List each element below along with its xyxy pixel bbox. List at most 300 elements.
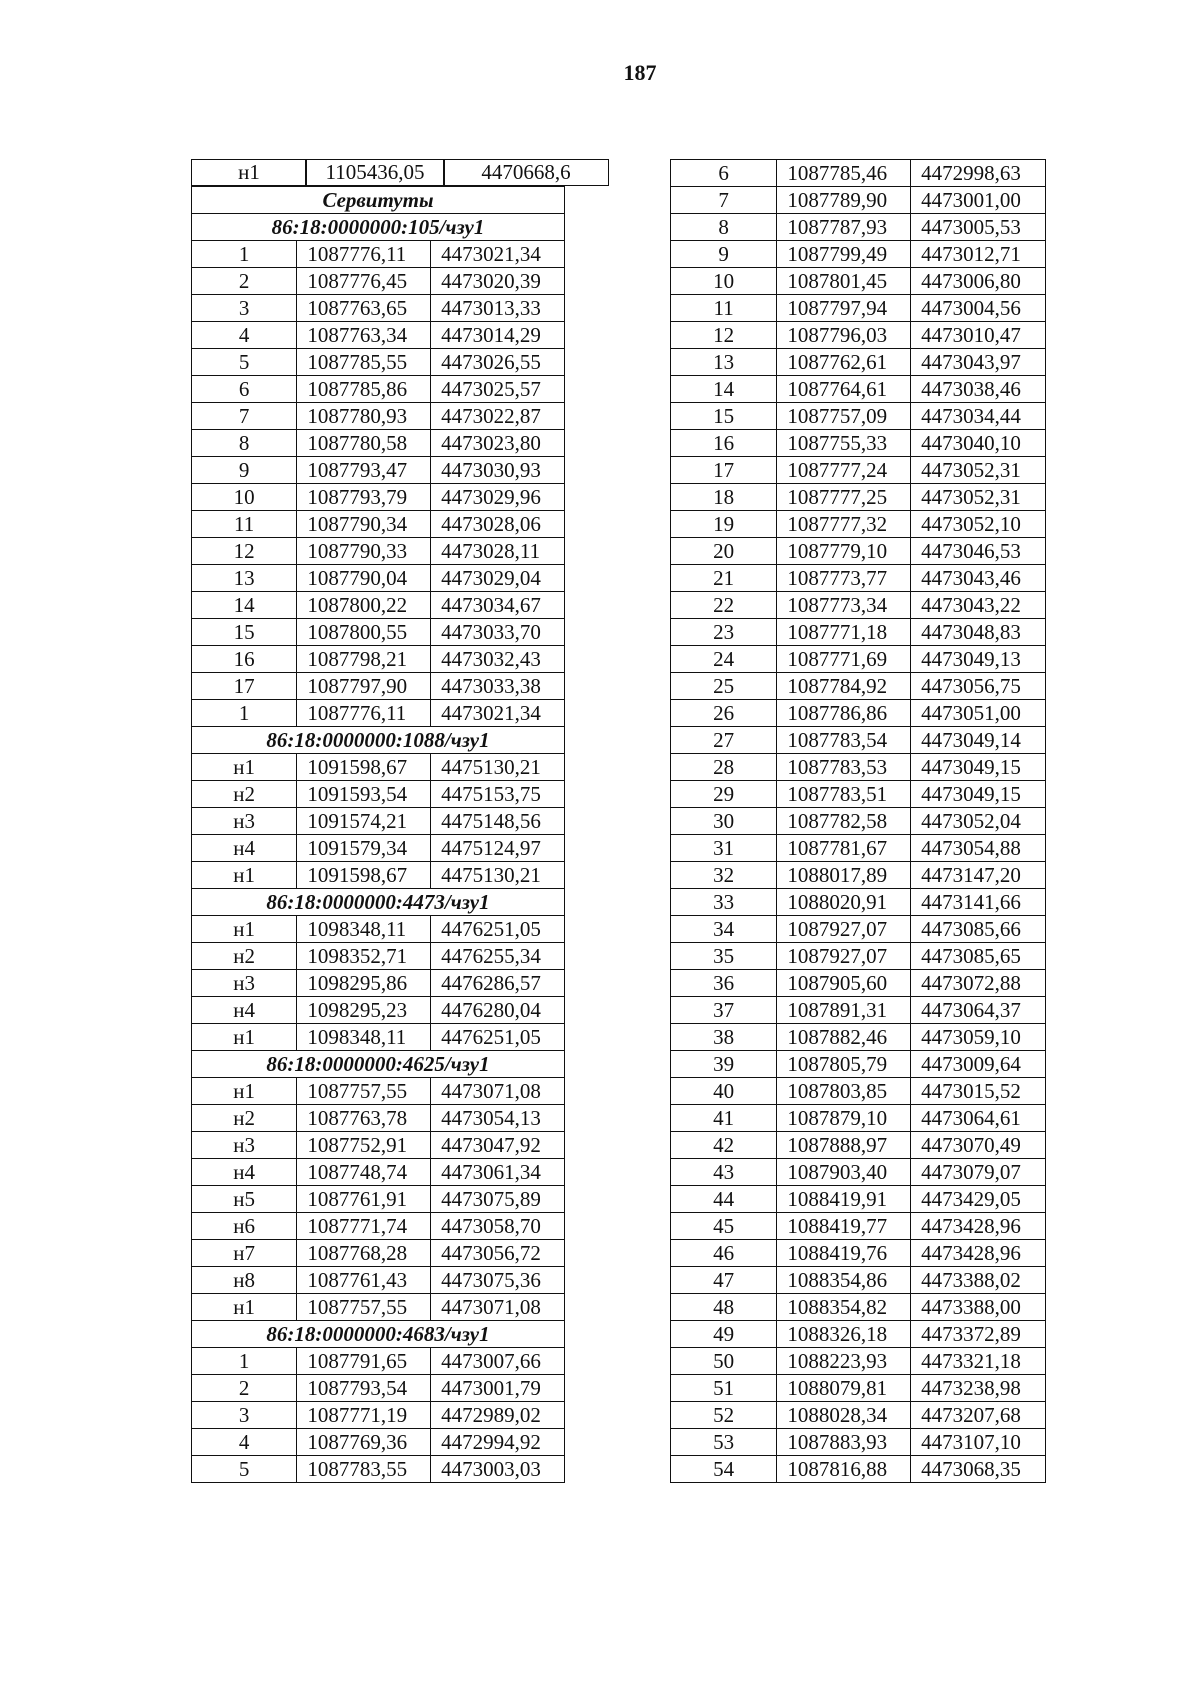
table-row [671, 457, 1046, 484]
point-number-cell: 10 [671, 268, 777, 295]
y-coordinate-cell: 4473006,80 [911, 268, 1046, 295]
table-row [192, 754, 565, 781]
group-title-row [192, 1321, 565, 1348]
group-title-row [192, 1051, 565, 1078]
point-number-cell: 29 [671, 781, 777, 808]
y-coordinate-cell: 4473071,08 [431, 1294, 565, 1321]
table-row [671, 1429, 1046, 1456]
y-coordinate-cell: 4473052,04 [911, 808, 1046, 835]
point-number-cell: 8 [192, 430, 297, 457]
x-coordinate-cell: 1105436,05 [305, 159, 445, 186]
table-row [671, 430, 1046, 457]
y-coordinate-cell: 4473028,11 [431, 538, 565, 565]
x-coordinate-cell: 1087905,60 [777, 970, 911, 997]
table-row [671, 1078, 1046, 1105]
table-row [192, 1078, 565, 1105]
x-coordinate-cell: 1087776,11 [297, 241, 431, 268]
point-number-cell: 24 [671, 646, 777, 673]
table-row [671, 511, 1046, 538]
table-row [192, 1456, 565, 1483]
table-row [192, 970, 565, 997]
y-coordinate-cell: 4473005,53 [911, 214, 1046, 241]
point-number-cell: 52 [671, 1402, 777, 1429]
table-row [671, 187, 1046, 214]
x-coordinate-cell: 1087783,51 [777, 781, 911, 808]
y-coordinate-cell: 4473001,00 [911, 187, 1046, 214]
x-coordinate-cell: 1087769,36 [297, 1429, 431, 1456]
y-coordinate-cell: 4473021,34 [431, 241, 565, 268]
x-coordinate-cell: 1087798,21 [297, 646, 431, 673]
point-number-cell: н2 [192, 781, 297, 808]
x-coordinate-cell: 1087888,97 [777, 1132, 911, 1159]
x-coordinate-cell: 1087777,25 [777, 484, 911, 511]
y-coordinate-cell: 4473033,38 [431, 673, 565, 700]
point-number-cell: 35 [671, 943, 777, 970]
x-coordinate-cell: 1087771,18 [777, 619, 911, 646]
x-coordinate-cell: 1087771,19 [297, 1402, 431, 1429]
table-row [192, 700, 565, 727]
x-coordinate-cell: 1087790,33 [297, 538, 431, 565]
y-coordinate-cell: 4473107,10 [911, 1429, 1046, 1456]
table-row [671, 646, 1046, 673]
x-coordinate-cell: 1087780,93 [297, 403, 431, 430]
y-coordinate-cell: 4473061,34 [431, 1159, 565, 1186]
y-coordinate-cell: 4472998,63 [911, 160, 1046, 187]
y-coordinate-cell: 4473070,49 [911, 1132, 1046, 1159]
x-coordinate-cell: 1091598,67 [297, 862, 431, 889]
x-coordinate-cell: 1087927,07 [777, 916, 911, 943]
point-number-cell: н1 [192, 862, 297, 889]
x-coordinate-cell: 1087777,32 [777, 511, 911, 538]
y-coordinate-cell: 4473429,05 [911, 1186, 1046, 1213]
y-coordinate-cell: 4473428,96 [911, 1213, 1046, 1240]
x-coordinate-cell: 1087793,47 [297, 457, 431, 484]
point-number-cell: 20 [671, 538, 777, 565]
x-coordinate-cell: 1087761,43 [297, 1267, 431, 1294]
table-row [192, 1186, 565, 1213]
table-row [192, 808, 565, 835]
y-coordinate-cell: 4473009,64 [911, 1051, 1046, 1078]
y-coordinate-cell: 4473052,31 [911, 484, 1046, 511]
table-row [671, 808, 1046, 835]
point-number-cell: 14 [192, 592, 297, 619]
x-coordinate-cell: 1098295,23 [297, 997, 431, 1024]
table-row [671, 1159, 1046, 1186]
point-number-cell: 30 [671, 808, 777, 835]
y-coordinate-cell: 4473428,96 [911, 1240, 1046, 1267]
point-number-cell: н4 [192, 835, 297, 862]
table-row [671, 781, 1046, 808]
point-number-cell: 45 [671, 1213, 777, 1240]
y-coordinate-cell: 4473034,67 [431, 592, 565, 619]
table-row [192, 592, 565, 619]
table-row [192, 1402, 565, 1429]
point-number-cell: 1 [192, 1348, 297, 1375]
x-coordinate-cell: 1087800,55 [297, 619, 431, 646]
page-number: 187 [623, 60, 657, 85]
point-number-cell: н4 [192, 997, 297, 1024]
table-row [192, 619, 565, 646]
y-coordinate-cell: 4473043,46 [911, 565, 1046, 592]
table-row [192, 268, 565, 295]
table-row [671, 889, 1046, 916]
y-coordinate-cell: 4473085,66 [911, 916, 1046, 943]
x-coordinate-cell: 1088079,81 [777, 1375, 911, 1402]
table-row [192, 1429, 565, 1456]
table-row [192, 538, 565, 565]
table-row [192, 565, 565, 592]
point-number-cell: н3 [192, 1132, 297, 1159]
y-coordinate-cell: 4473034,44 [911, 403, 1046, 430]
point-number-cell: 34 [671, 916, 777, 943]
table-row [671, 1213, 1046, 1240]
point-number-cell: 16 [192, 646, 297, 673]
x-coordinate-cell: 1087761,91 [297, 1186, 431, 1213]
point-number-cell: 9 [671, 241, 777, 268]
x-coordinate-cell: 1087786,86 [777, 700, 911, 727]
y-coordinate-cell: 4475124,97 [431, 835, 565, 862]
point-number-cell: 44 [671, 1186, 777, 1213]
point-number-cell: н7 [192, 1240, 297, 1267]
y-coordinate-cell: 4473141,66 [911, 889, 1046, 916]
point-number-cell: 7 [192, 403, 297, 430]
x-coordinate-cell: 1087752,91 [297, 1132, 431, 1159]
x-coordinate-cell: 1088223,93 [777, 1348, 911, 1375]
x-coordinate-cell: 1088326,18 [777, 1321, 911, 1348]
y-coordinate-cell: 4473048,83 [911, 619, 1046, 646]
point-number-cell: 19 [671, 511, 777, 538]
x-coordinate-cell: 1087771,74 [297, 1213, 431, 1240]
point-number-cell: 54 [671, 1456, 777, 1483]
y-coordinate-cell: 4473071,08 [431, 1078, 565, 1105]
x-coordinate-cell: 1087927,07 [777, 943, 911, 970]
table-row [671, 592, 1046, 619]
y-coordinate-cell: 4473028,06 [431, 511, 565, 538]
point-number-cell: 3 [192, 1402, 297, 1429]
x-coordinate-cell: 1088017,89 [777, 862, 911, 889]
y-coordinate-cell: 4473049,13 [911, 646, 1046, 673]
point-number-cell: н1 [192, 1078, 297, 1105]
y-coordinate-cell: 4473032,43 [431, 646, 565, 673]
group-title: 86:18:0000000:105/чзу1 [192, 214, 565, 241]
point-number-cell: 18 [671, 484, 777, 511]
table-row [671, 376, 1046, 403]
point-number-cell: 47 [671, 1267, 777, 1294]
point-number-cell: 17 [671, 457, 777, 484]
y-coordinate-cell: 4473056,72 [431, 1240, 565, 1267]
point-number-cell: 2 [192, 1375, 297, 1402]
y-coordinate-cell: 4473056,75 [911, 673, 1046, 700]
y-coordinate-cell: 4473029,96 [431, 484, 565, 511]
y-coordinate-cell: 4473013,33 [431, 295, 565, 322]
point-number-cell: 4 [192, 322, 297, 349]
point-number-cell: 15 [192, 619, 297, 646]
y-coordinate-cell: 4473043,22 [911, 592, 1046, 619]
x-coordinate-cell: 1087796,03 [777, 322, 911, 349]
table-row [671, 673, 1046, 700]
x-coordinate-cell: 1087781,67 [777, 835, 911, 862]
table-row [192, 1213, 565, 1240]
point-number-cell: 2 [192, 268, 297, 295]
point-number-cell: 23 [671, 619, 777, 646]
section-title: Сервитуты [192, 187, 565, 214]
y-coordinate-cell: 4470668,6 [443, 159, 609, 186]
x-coordinate-cell: 1087768,28 [297, 1240, 431, 1267]
point-number-cell: н3 [192, 808, 297, 835]
table-row [671, 754, 1046, 781]
x-coordinate-cell: 1087780,58 [297, 430, 431, 457]
left-coordinates-table [191, 186, 565, 1483]
group-title: 86:18:0000000:4683/чзу1 [192, 1321, 565, 1348]
point-number-cell: н5 [192, 1186, 297, 1213]
y-coordinate-cell: 4476280,04 [431, 997, 565, 1024]
x-coordinate-cell: 1087903,40 [777, 1159, 911, 1186]
point-number-cell: 22 [671, 592, 777, 619]
y-coordinate-cell: 4473020,39 [431, 268, 565, 295]
x-coordinate-cell: 1087882,46 [777, 1024, 911, 1051]
point-number-cell: 48 [671, 1294, 777, 1321]
point-number-cell: 15 [671, 403, 777, 430]
y-coordinate-cell: 4476251,05 [431, 916, 565, 943]
table-row [671, 538, 1046, 565]
point-number-cell: 46 [671, 1240, 777, 1267]
x-coordinate-cell: 1091579,34 [297, 835, 431, 862]
y-coordinate-cell: 4473075,89 [431, 1186, 565, 1213]
y-coordinate-cell: 4473001,79 [431, 1375, 565, 1402]
y-coordinate-cell: 4473014,29 [431, 322, 565, 349]
x-coordinate-cell: 1087800,22 [297, 592, 431, 619]
table-row [671, 241, 1046, 268]
point-number-cell: 5 [192, 349, 297, 376]
point-number-cell: н2 [192, 943, 297, 970]
point-number-cell: 26 [671, 700, 777, 727]
y-coordinate-cell: 4472989,02 [431, 1402, 565, 1429]
table-row [192, 943, 565, 970]
table-row [671, 619, 1046, 646]
table-row [192, 241, 565, 268]
y-coordinate-cell: 4473033,70 [431, 619, 565, 646]
section-title-row [192, 187, 565, 214]
point-number-cell: н4 [192, 1159, 297, 1186]
table-row [671, 1105, 1046, 1132]
table-row [192, 781, 565, 808]
table-row [192, 1240, 565, 1267]
y-coordinate-cell: 4473040,10 [911, 430, 1046, 457]
table-row [671, 160, 1046, 187]
left-first-row [191, 159, 609, 186]
y-coordinate-cell: 4473207,68 [911, 1402, 1046, 1429]
x-coordinate-cell: 1087783,53 [777, 754, 911, 781]
x-coordinate-cell: 1087785,46 [777, 160, 911, 187]
y-coordinate-cell: 4473026,55 [431, 349, 565, 376]
x-coordinate-cell: 1087803,85 [777, 1078, 911, 1105]
table-row [192, 349, 565, 376]
point-number-cell: н1 [192, 754, 297, 781]
group-title-row [192, 214, 565, 241]
x-coordinate-cell: 1087777,24 [777, 457, 911, 484]
x-coordinate-cell: 1087789,90 [777, 187, 911, 214]
point-number-cell: 17 [192, 673, 297, 700]
table-row [192, 511, 565, 538]
table-row [671, 727, 1046, 754]
table-row [671, 1402, 1046, 1429]
y-coordinate-cell: 4473007,66 [431, 1348, 565, 1375]
point-number-cell: 3 [192, 295, 297, 322]
y-coordinate-cell: 4473023,80 [431, 430, 565, 457]
point-number-cell: 28 [671, 754, 777, 781]
point-number-cell: 37 [671, 997, 777, 1024]
group-title: 86:18:0000000:4473/чзу1 [192, 889, 565, 916]
y-coordinate-cell: 4475130,21 [431, 754, 565, 781]
y-coordinate-cell: 4476255,34 [431, 943, 565, 970]
point-number-cell: 11 [192, 511, 297, 538]
x-coordinate-cell: 1088028,34 [777, 1402, 911, 1429]
point-number-cell: 33 [671, 889, 777, 916]
point-number-cell: 12 [671, 322, 777, 349]
x-coordinate-cell: 1087763,34 [297, 322, 431, 349]
table-row [671, 997, 1046, 1024]
x-coordinate-cell: 1087805,79 [777, 1051, 911, 1078]
x-coordinate-cell: 1088354,86 [777, 1267, 911, 1294]
right-coordinates-table [670, 159, 1046, 1483]
table-row [671, 1294, 1046, 1321]
table-row [192, 1132, 565, 1159]
y-coordinate-cell: 4473049,14 [911, 727, 1046, 754]
y-coordinate-cell: 4473068,35 [911, 1456, 1046, 1483]
point-number-cell: 9 [192, 457, 297, 484]
x-coordinate-cell: 1088354,82 [777, 1294, 911, 1321]
group-title-row [192, 889, 565, 916]
x-coordinate-cell: 1087791,65 [297, 1348, 431, 1375]
x-coordinate-cell: 1087757,09 [777, 403, 911, 430]
y-coordinate-cell: 4473049,15 [911, 754, 1046, 781]
x-coordinate-cell: 1087797,90 [297, 673, 431, 700]
x-coordinate-cell: 1087787,93 [777, 214, 911, 241]
point-number-cell: 13 [671, 349, 777, 376]
x-coordinate-cell: 1087783,55 [297, 1456, 431, 1483]
y-coordinate-cell: 4473085,65 [911, 943, 1046, 970]
y-coordinate-cell: 4476286,57 [431, 970, 565, 997]
point-number-cell: 7 [671, 187, 777, 214]
x-coordinate-cell: 1091598,67 [297, 754, 431, 781]
x-coordinate-cell: 1087763,65 [297, 295, 431, 322]
y-coordinate-cell: 4473029,04 [431, 565, 565, 592]
y-coordinate-cell: 4473147,20 [911, 862, 1046, 889]
y-coordinate-cell: 4473372,89 [911, 1321, 1046, 1348]
y-coordinate-cell: 4473047,92 [431, 1132, 565, 1159]
y-coordinate-cell: 4472994,92 [431, 1429, 565, 1456]
x-coordinate-cell: 1087785,86 [297, 376, 431, 403]
x-coordinate-cell: 1087748,74 [297, 1159, 431, 1186]
x-coordinate-cell: 1087785,55 [297, 349, 431, 376]
y-coordinate-cell: 4473054,88 [911, 835, 1046, 862]
y-coordinate-cell: 4475130,21 [431, 862, 565, 889]
y-coordinate-cell: 4473003,03 [431, 1456, 565, 1483]
x-coordinate-cell: 1087763,78 [297, 1105, 431, 1132]
y-coordinate-cell: 4473030,93 [431, 457, 565, 484]
x-coordinate-cell: 1087801,45 [777, 268, 911, 295]
x-coordinate-cell: 1087757,55 [297, 1294, 431, 1321]
table-row [671, 349, 1046, 376]
table-row [671, 835, 1046, 862]
table-row [671, 484, 1046, 511]
y-coordinate-cell: 4473038,46 [911, 376, 1046, 403]
y-coordinate-cell: 4473058,70 [431, 1213, 565, 1240]
y-coordinate-cell: 4473051,00 [911, 700, 1046, 727]
point-number-cell: 21 [671, 565, 777, 592]
x-coordinate-cell: 1098352,71 [297, 943, 431, 970]
point-number-cell: 11 [671, 295, 777, 322]
table-row [192, 322, 565, 349]
group-title-row [192, 727, 565, 754]
table-row [671, 862, 1046, 889]
table-row [192, 1105, 565, 1132]
point-number-cell: 14 [671, 376, 777, 403]
y-coordinate-cell: 4473388,02 [911, 1267, 1046, 1294]
table-row [192, 403, 565, 430]
x-coordinate-cell: 1087783,54 [777, 727, 911, 754]
point-number-cell: 25 [671, 673, 777, 700]
y-coordinate-cell: 4476251,05 [431, 1024, 565, 1051]
point-number-cell: н1 [191, 159, 307, 186]
y-coordinate-cell: 4473046,53 [911, 538, 1046, 565]
point-number-cell: 40 [671, 1078, 777, 1105]
point-number-cell: 43 [671, 1159, 777, 1186]
table-row [192, 430, 565, 457]
y-coordinate-cell: 4473064,37 [911, 997, 1046, 1024]
table-row [671, 943, 1046, 970]
y-coordinate-cell: 4473052,31 [911, 457, 1046, 484]
x-coordinate-cell: 1087776,45 [297, 268, 431, 295]
table-row [671, 1132, 1046, 1159]
point-number-cell: 36 [671, 970, 777, 997]
point-number-cell: 31 [671, 835, 777, 862]
table-row [192, 862, 565, 889]
x-coordinate-cell: 1091593,54 [297, 781, 431, 808]
table-row [671, 1321, 1046, 1348]
y-coordinate-cell: 4473064,61 [911, 1105, 1046, 1132]
point-number-cell: 10 [192, 484, 297, 511]
x-coordinate-cell: 1091574,21 [297, 808, 431, 835]
table-row [671, 295, 1046, 322]
table-row [671, 268, 1046, 295]
table-row [192, 997, 565, 1024]
x-coordinate-cell: 1087793,79 [297, 484, 431, 511]
point-number-cell: 12 [192, 538, 297, 565]
table-row [192, 1159, 565, 1186]
point-number-cell: 50 [671, 1348, 777, 1375]
y-coordinate-cell: 4473075,36 [431, 1267, 565, 1294]
y-coordinate-cell: 4473059,10 [911, 1024, 1046, 1051]
table-row [671, 565, 1046, 592]
point-number-cell: 16 [671, 430, 777, 457]
table-row [671, 322, 1046, 349]
table-row [192, 376, 565, 403]
x-coordinate-cell: 1088020,91 [777, 889, 911, 916]
point-number-cell: н1 [192, 916, 297, 943]
x-coordinate-cell: 1087891,31 [777, 997, 911, 1024]
point-number-cell: н1 [192, 1024, 297, 1051]
y-coordinate-cell: 4473238,98 [911, 1375, 1046, 1402]
y-coordinate-cell: 4473022,87 [431, 403, 565, 430]
table-row [192, 646, 565, 673]
point-number-cell: 49 [671, 1321, 777, 1348]
point-number-cell: н8 [192, 1267, 297, 1294]
table-row [671, 403, 1046, 430]
table-row [671, 1267, 1046, 1294]
point-number-cell: 1 [192, 700, 297, 727]
y-coordinate-cell: 4473079,07 [911, 1159, 1046, 1186]
